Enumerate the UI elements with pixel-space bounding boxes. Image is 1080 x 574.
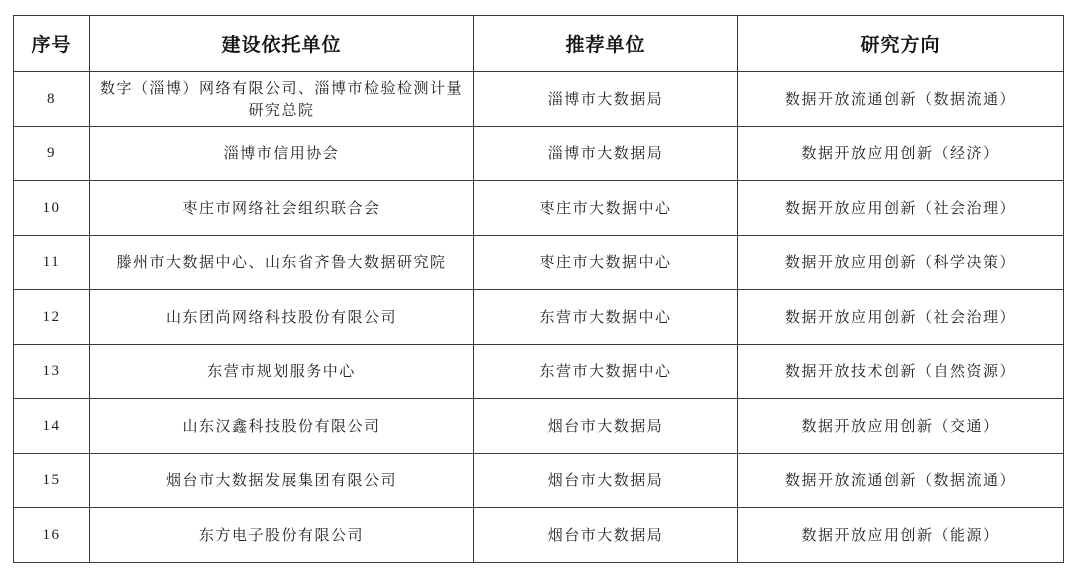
cell-org: 枣庄市网络社会组织联合会 xyxy=(90,181,474,236)
table-row xyxy=(14,399,1064,454)
cell-org: 山东汉鑫科技股份有限公司 xyxy=(90,399,474,454)
table-row xyxy=(14,453,1064,508)
cell-recommender: 枣庄市大数据中心 xyxy=(474,235,738,290)
cell-org: 数字（淄博）网络有限公司、淄博市检验检测计量研究总院 xyxy=(90,72,474,127)
header-no: 序号 xyxy=(14,16,90,72)
cell-recommender: 烟台市大数据局 xyxy=(474,399,738,454)
cell-org: 山东团尚网络科技股份有限公司 xyxy=(90,290,474,345)
cell-no: 10 xyxy=(14,181,90,236)
cell-org: 滕州市大数据中心、山东省齐鲁大数据研究院 xyxy=(90,235,474,290)
cell-org: 东营市规划服务中心 xyxy=(90,344,474,399)
cell-direction: 数据开放应用创新（社会治理） xyxy=(738,181,1064,236)
cell-recommender: 东营市大数据中心 xyxy=(474,344,738,399)
table-row xyxy=(14,344,1064,399)
cell-no: 8 xyxy=(14,72,90,127)
cell-org: 东方电子股份有限公司 xyxy=(90,508,474,563)
cell-direction: 数据开放应用创新（经济） xyxy=(738,126,1064,181)
table-body xyxy=(14,72,1064,563)
cell-no: 15 xyxy=(14,453,90,508)
cell-no: 12 xyxy=(14,290,90,345)
cell-no: 13 xyxy=(14,344,90,399)
table-row xyxy=(14,72,1064,127)
table-header xyxy=(14,16,1064,72)
cell-recommender: 枣庄市大数据中心 xyxy=(474,181,738,236)
cell-direction: 数据开放应用创新（科学决策） xyxy=(738,235,1064,290)
cell-recommender: 烟台市大数据局 xyxy=(474,508,738,563)
table-row xyxy=(14,508,1064,563)
cell-recommender: 东营市大数据中心 xyxy=(474,290,738,345)
cell-direction: 数据开放流通创新（数据流通） xyxy=(738,453,1064,508)
header-org: 建设依托单位 xyxy=(90,16,474,72)
cell-org: 烟台市大数据发展集团有限公司 xyxy=(90,453,474,508)
header-direction: 研究方向 xyxy=(738,16,1064,72)
cell-no: 9 xyxy=(14,126,90,181)
table-row xyxy=(14,290,1064,345)
cell-recommender: 淄博市大数据局 xyxy=(474,126,738,181)
cell-no: 11 xyxy=(14,235,90,290)
header-row xyxy=(14,16,1064,72)
cell-no: 14 xyxy=(14,399,90,454)
cell-recommender: 淄博市大数据局 xyxy=(474,72,738,127)
table-row xyxy=(14,235,1064,290)
table-row xyxy=(14,181,1064,236)
cell-no: 16 xyxy=(14,508,90,563)
table-row xyxy=(14,126,1064,181)
header-recommender: 推荐单位 xyxy=(474,16,738,72)
cell-direction: 数据开放技术创新（自然资源） xyxy=(738,344,1064,399)
cell-direction: 数据开放应用创新（社会治理） xyxy=(738,290,1064,345)
project-table xyxy=(13,15,1064,563)
cell-direction: 数据开放应用创新（交通） xyxy=(738,399,1064,454)
cell-recommender: 烟台市大数据局 xyxy=(474,453,738,508)
cell-direction: 数据开放流通创新（数据流通） xyxy=(738,72,1064,127)
cell-direction: 数据开放应用创新（能源） xyxy=(738,508,1064,563)
cell-org: 淄博市信用协会 xyxy=(90,126,474,181)
